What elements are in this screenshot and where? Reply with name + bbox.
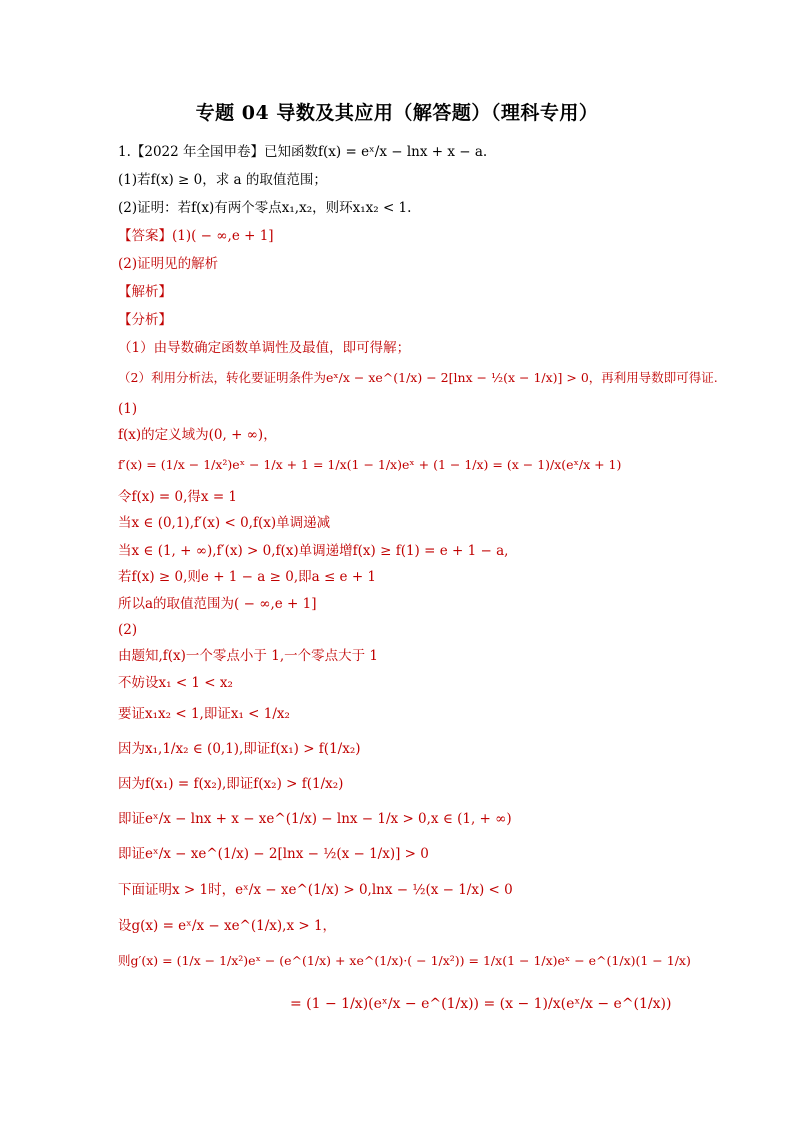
condition-line: 若f(x) ≥ 0,则e + 1 − a ≥ 0,即a ≤ e + 1	[118, 569, 377, 585]
zeros-line: 由题知,f(x)一个零点小于 1,一个零点大于 1	[118, 648, 378, 664]
solution-part-2-label: (2)	[118, 622, 138, 638]
answer-part-2: (2)证明见的解析	[118, 256, 219, 272]
analysis-heading: 【分析】	[118, 312, 172, 328]
g-derivative-simplified: = (1 − 1/x)(eˣ/x − e^(1/x)) = (x − 1)/x(eˣ/x − e^(1/x))	[290, 996, 672, 1012]
prove-line-2: 因为x₁,1/x₂ ∈ (0,1),即证f(x₁) > f(1/x₂)	[118, 741, 361, 757]
critical-point-line: 令f(x) = 0,得x = 1	[118, 489, 238, 505]
prove-line-3: 因为f(x₁) = f(x₂),即证f(x₂) > f(1/x₂)	[118, 776, 344, 792]
analysis-step-2: （2）利用分析法，转化要证明条件为eˣ/x − xe^(1/x) − 2[lnx − ½(x − 1/x)] > 0，再利用导数即可得证.	[118, 370, 718, 385]
problem-part-1: (1)若f(x) ≥ 0，求 a 的取值范围；	[118, 172, 327, 188]
assume-line: 不妨设x₁ < 1 < x₂	[118, 675, 233, 691]
page-title: 专题 04 导数及其应用（解答题）（理科专用）	[195, 102, 599, 124]
prove-line-1: 要证x₁x₂ < 1,即证x₁ < 1/x₂	[118, 706, 290, 722]
domain-line: f(x)的定义域为(0, + ∞)，	[118, 427, 277, 443]
define-g-line: 设g(x) = eˣ/x − xe^(1/x),x > 1，	[118, 918, 337, 934]
problem-statement: 1.【2022 年全国甲卷】已知函数f(x) = eˣ/x − lnx + x − a.	[118, 144, 488, 160]
g-derivative-line: 则g′(x) = (1/x − 1/x²)eˣ − (e^(1/x) + xe^(1/x)·( − 1/x²)) = 1/x(1 − 1/x)eˣ − e^(1/x)(1 − 1/x)	[118, 953, 691, 968]
derivative-line: f′(x) = (1/x − 1/x²)eˣ − 1/x + 1 = 1/x(1 − 1/x)eˣ + (1 − 1/x) = (x − 1)/x(eˣ/x + 1)	[118, 457, 622, 472]
solution-heading: 【解析】	[118, 284, 172, 300]
prove-line-5: 即证eˣ/x − xe^(1/x) − 2[lnx − ½(x − 1/x)] > 0	[118, 846, 429, 862]
claim-line: 下面证明x > 1时，eˣ/x − xe^(1/x) > 0,lnx − ½(x − 1/x) < 0	[118, 882, 513, 898]
decreasing-line: 当x ∈ (0,1),f′(x) < 0,f(x)单调递减	[118, 515, 331, 531]
increasing-line: 当x ∈ (1, + ∞),f′(x) > 0,f(x)单调递增f(x) ≥ f(1) = e + 1 − a,	[118, 543, 509, 559]
solution-part-1-label: (1)	[118, 401, 138, 417]
range-line: 所以a的取值范围为( − ∞,e + 1]	[118, 596, 317, 612]
prove-line-4: 即证eˣ/x − lnx + x − xe^(1/x) − lnx − 1/x > 0,x ∈ (1, + ∞)	[118, 811, 512, 827]
analysis-step-1: （1）由导数确定函数单调性及最值，即可得解；	[118, 340, 411, 356]
problem-part-2: (2)证明：若f(x)有两个零点x₁,x₂，则环x₁x₂ < 1.	[118, 200, 412, 216]
answer-heading: 【答案】(1)( − ∞,e + 1]	[118, 228, 274, 244]
